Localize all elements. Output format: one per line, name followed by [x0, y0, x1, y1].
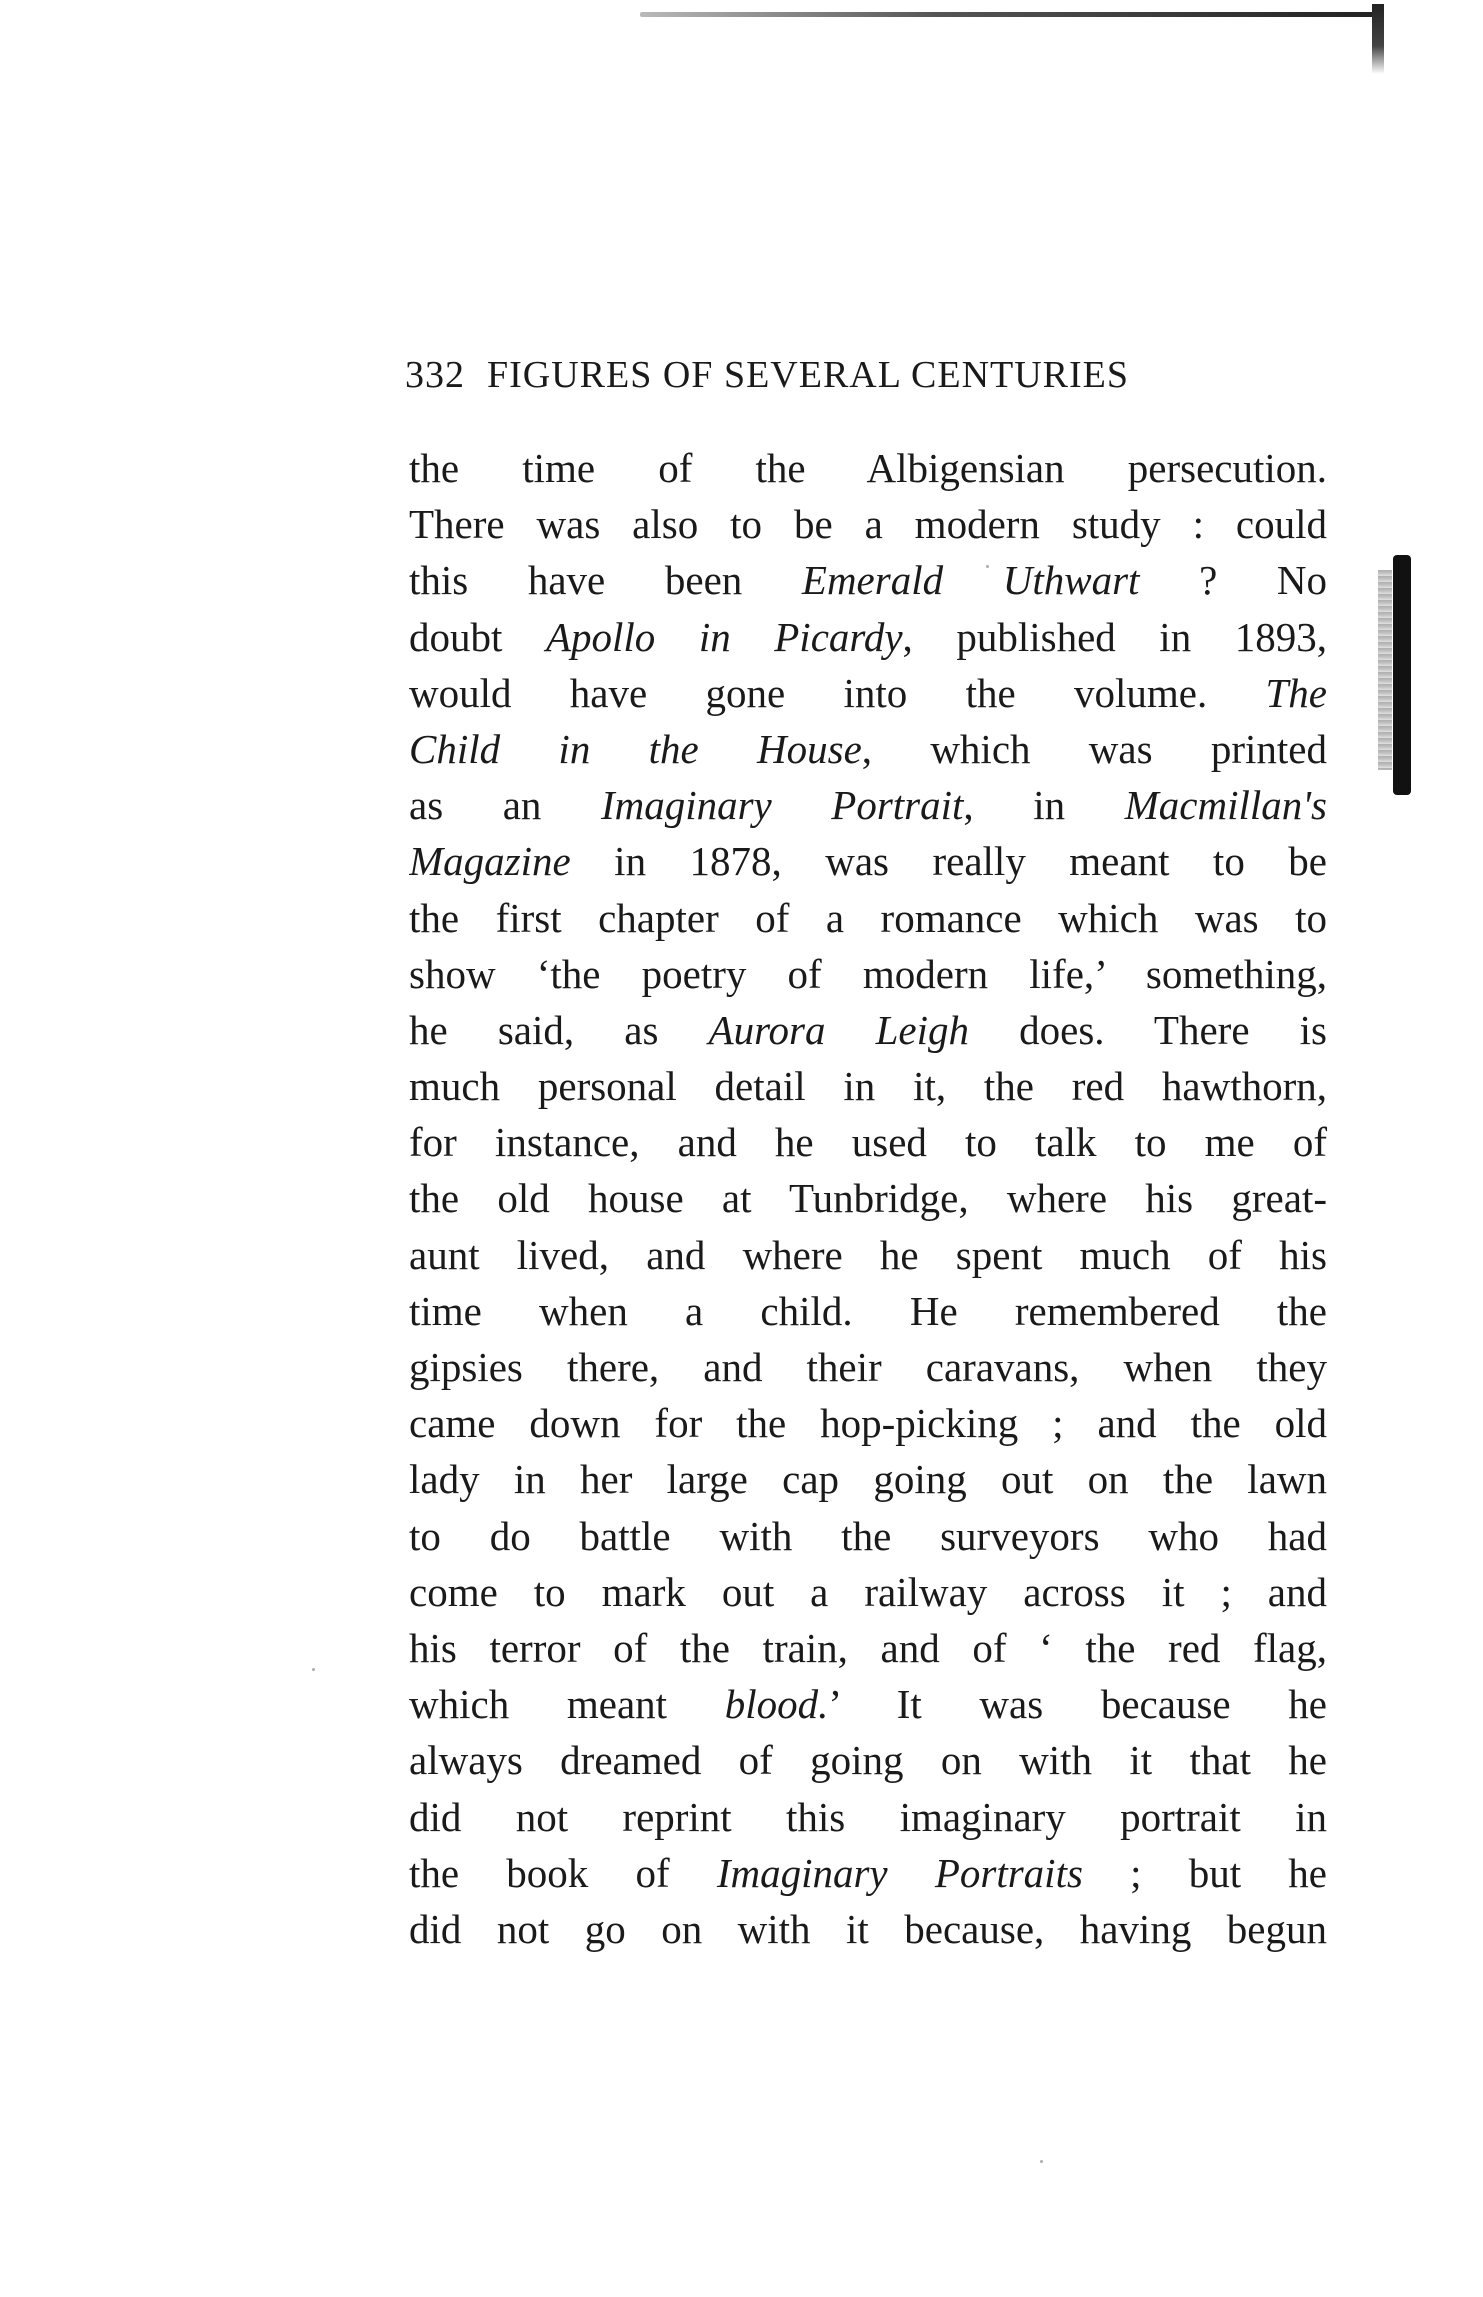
text-line	[409, 665, 1327, 721]
italic-text: Aurora Leigh	[708, 1006, 970, 1053]
text-line	[409, 1227, 1327, 1283]
text-line	[409, 1620, 1327, 1676]
scan-speck	[1040, 2160, 1043, 2163]
italic-text: Macmillan's	[1124, 782, 1327, 829]
text-run: his terror of the train, and of ‘ the red flag,	[409, 1624, 1327, 1671]
text-line	[409, 1508, 1327, 1564]
text-run: lady in her large cap going out on the lawn	[409, 1456, 1327, 1503]
text-run: much personal detail in it, the red hawthorn,	[409, 1063, 1327, 1110]
page-number: 332	[405, 354, 465, 396]
text-line	[409, 1451, 1327, 1507]
text-run: ’ It was because he	[828, 1681, 1327, 1728]
text-run: always dreamed of going on with it that he	[409, 1737, 1327, 1784]
text-run: the old house at Tunbridge, where his great-	[409, 1175, 1327, 1222]
italic-text: Emerald Uthwart	[801, 557, 1140, 604]
text-run: as an	[409, 782, 601, 829]
text-line	[409, 1002, 1327, 1058]
text-line	[409, 1114, 1327, 1170]
text-line	[409, 1676, 1327, 1732]
text-line	[409, 1339, 1327, 1395]
text-run: , which was printed	[861, 725, 1327, 772]
text-run: , in	[963, 782, 1125, 829]
text-run: this have been	[409, 557, 802, 604]
text-line	[409, 777, 1327, 833]
text-line	[409, 721, 1327, 777]
text-line	[409, 833, 1327, 889]
text-run: came down for the hop-picking ; and the old	[409, 1400, 1327, 1447]
italic-text: Magazine	[409, 838, 571, 885]
text-line	[409, 1789, 1327, 1845]
text-run: , published in 1893,	[902, 613, 1327, 660]
body-text	[409, 440, 1327, 1957]
text-run: doubt	[409, 613, 546, 660]
scan-gutter-mark	[1393, 555, 1411, 795]
text-run: would have gone into the volume.	[409, 669, 1266, 716]
text-line	[409, 1395, 1327, 1451]
text-run: show ‘the poetry of modern life,’ something,	[409, 950, 1327, 997]
text-run: aunt lived, and where he spent much of his	[409, 1231, 1327, 1278]
text-run: the first chapter of a romance which was to	[409, 894, 1327, 941]
text-run: which meant	[409, 1681, 725, 1728]
scan-edge-corner	[1372, 4, 1384, 74]
text-line	[409, 609, 1327, 665]
text-run: ? No	[1139, 557, 1327, 604]
text-run: time when a child. He remembered the	[409, 1287, 1327, 1334]
text-run: does. There is	[969, 1006, 1327, 1053]
scan-speck	[312, 1668, 315, 1671]
text-run: gipsies there, and their caravans, when they	[409, 1344, 1327, 1390]
italic-text: Apollo in Picardy	[545, 613, 903, 660]
scan-edge-line	[640, 12, 1380, 17]
italic-text: Imaginary Portrait	[600, 782, 964, 829]
text-run: come to mark out a railway across it ; and	[409, 1568, 1327, 1615]
text-line	[409, 1170, 1327, 1226]
text-run: ; but he	[1082, 1849, 1327, 1896]
text-run: the book of	[409, 1849, 717, 1896]
text-run: to do battle with the surveyors who had	[409, 1512, 1327, 1559]
italic-text: The	[1265, 669, 1327, 716]
text-line	[409, 1732, 1327, 1788]
text-run: he said, as	[409, 1006, 709, 1053]
italic-text: Child in the House	[409, 725, 862, 772]
text-run: in 1878, was really meant to be	[570, 838, 1327, 885]
text-line	[409, 440, 1327, 496]
text-line	[409, 946, 1327, 1002]
text-run: the time of the Albigensian persecution.	[409, 445, 1327, 491]
text-line	[409, 552, 1327, 608]
text-line	[409, 1901, 1327, 1957]
scan-gutter-shadow	[1378, 570, 1392, 770]
text-line	[409, 496, 1327, 552]
text-line	[409, 1845, 1327, 1901]
text-run: did not go on with it because, having begun	[409, 1905, 1327, 1952]
text-line	[409, 1283, 1327, 1339]
running-header	[405, 350, 1331, 400]
running-title: FIGURES OF SEVERAL CENTURIES	[487, 354, 1130, 396]
text-line	[409, 890, 1327, 946]
text-line	[409, 1564, 1327, 1620]
italic-text: Imaginary Portraits	[716, 1849, 1083, 1896]
text-run: for instance, and he used to talk to me of	[409, 1119, 1327, 1166]
text-run: did not reprint this imaginary portrait in	[409, 1793, 1327, 1840]
text-run: There was also to be a modern study : could	[409, 501, 1327, 548]
text-line	[409, 1058, 1327, 1114]
italic-text: blood.	[724, 1681, 829, 1728]
